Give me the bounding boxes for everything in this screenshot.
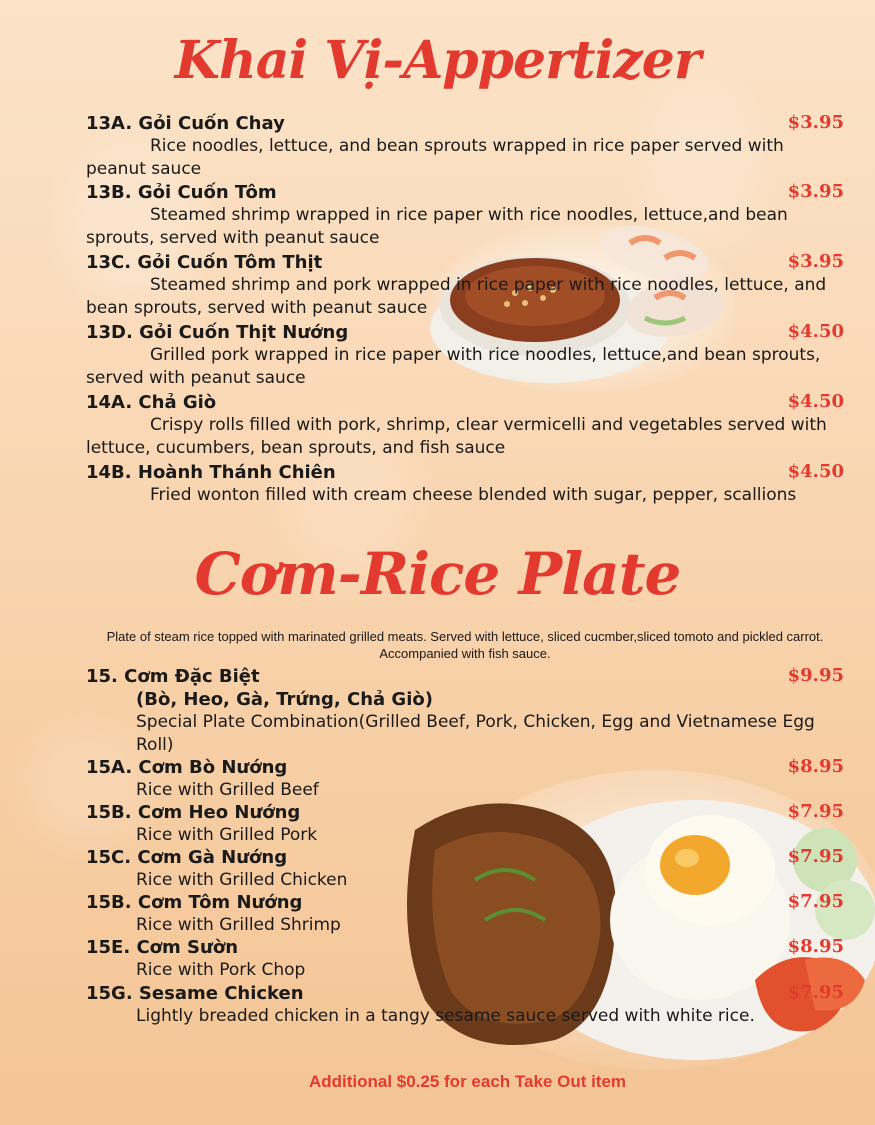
item-price: $9.95 [787,665,844,686]
item-name: 15C. Cơm Gà Nướng [86,847,288,868]
takeout-note: Additional $0.25 for each Take Out item [308,1072,627,1091]
item-name: 13A. Gỏi Cuốn Chay [86,113,285,134]
item-name: 15E. Cơm Sườn [86,937,239,958]
menu-item-13b [86,181,846,250]
item-price: $3.95 [787,251,844,272]
menu-item-13c [86,251,846,320]
item-description: Lightly breaded chicken in a tangy sesame sauce served with white rice. [136,1006,755,1026]
rice-plate-title: Cơm-Rice Plate [194,540,681,608]
item-description: Rice noodles, lettuce, and bean sprouts wrapped in rice paper served with peanut sauce [86,136,784,179]
item-name: 13D. Gỏi Cuốn Thịt Nướng [86,322,349,343]
appetizer-title: Khai Vị-Appertizer [174,30,701,91]
item-name: 15B. Cơm Tôm Nướng [86,892,303,913]
item-description: Rice with Grilled Pork [136,825,318,845]
item-price: $7.95 [787,982,844,1003]
item-description: Grilled pork wrapped in rice paper with rice noodles, lettuce,and bean sprouts, served with peanut sauce [86,345,821,388]
item-name: 13B. Gỏi Cuốn Tôm [86,182,277,203]
item-description: Fried wonton filled with cream cheese blended with sugar, pepper, scallions [150,485,797,505]
menu-item-15b-shrimp [86,891,846,937]
item-name: 15B. Cơm Heo Nướng [86,802,301,823]
item-description: Rice with Grilled Shrimp [136,915,341,935]
item-name: 14A. Chả Giò [86,392,217,413]
item-price: $7.95 [787,801,844,822]
item-name: 14B. Hoành Thánh Chiên [86,462,336,483]
item-description: Special Plate Combination(Grilled Beef, Pork, Chicken, Egg and Vietnamese Egg Roll) [136,712,815,755]
menu-item-15g [86,982,846,1028]
item-name: 15. Cơm Đặc Biệt [86,666,260,687]
item-name: 15A. Cơm Bò Nướng [86,757,288,778]
item-price: $4.50 [787,391,844,412]
menu-item-13a [86,112,846,181]
item-description: Steamed shrimp and pork wrapped in rice paper with rice noodles, lettuce, and bean sprouts, served with peanut sauce [86,275,827,318]
menu-item-15e [86,936,846,982]
item-price: $7.95 [787,891,844,912]
item-price: $4.50 [787,461,844,482]
item-description: Crispy rolls filled with pork, shrimp, clear vermicelli and vegetables served with lettuce, cucumbers, bean sprouts, and fish sauce [86,415,827,458]
menu-item-14b [86,461,846,507]
item-description: Steamed shrimp wrapped in rice paper with rice noodles, lettuce,and bean sprouts, served with peanut sauce [86,205,788,248]
menu-item-13d [86,321,846,390]
menu-item-15 [86,665,846,757]
menu-item-14a [86,391,846,460]
rice-plate-note: Plate of steam rice topped with marinated grilled meats. Served with lettuce, sliced cucmber,sliced tomoto and pickled carrot. Accompanied with fish sauce. [106,629,824,661]
item-price: $4.50 [787,321,844,342]
item-description: Rice with Grilled Beef [136,780,319,800]
item-price: $3.95 [787,181,844,202]
menu-item-15c [86,846,846,892]
menu-item-15b [86,801,846,847]
item-name: 13C. Gỏi Cuốn Tôm Thịt [86,252,323,273]
item-description: Rice with Pork Chop [136,960,306,980]
item-subname: (Bò, Heo, Gà, Trứng, Chả Giò) [136,689,433,710]
item-name: 15G. Sesame Chicken [86,983,304,1004]
item-price: $8.95 [787,936,844,957]
menu-item-15a [86,756,846,802]
item-price: $8.95 [787,756,844,777]
item-price: $3.95 [787,112,844,133]
item-price: $7.95 [787,846,844,867]
item-description: Rice with Grilled Chicken [136,870,348,890]
